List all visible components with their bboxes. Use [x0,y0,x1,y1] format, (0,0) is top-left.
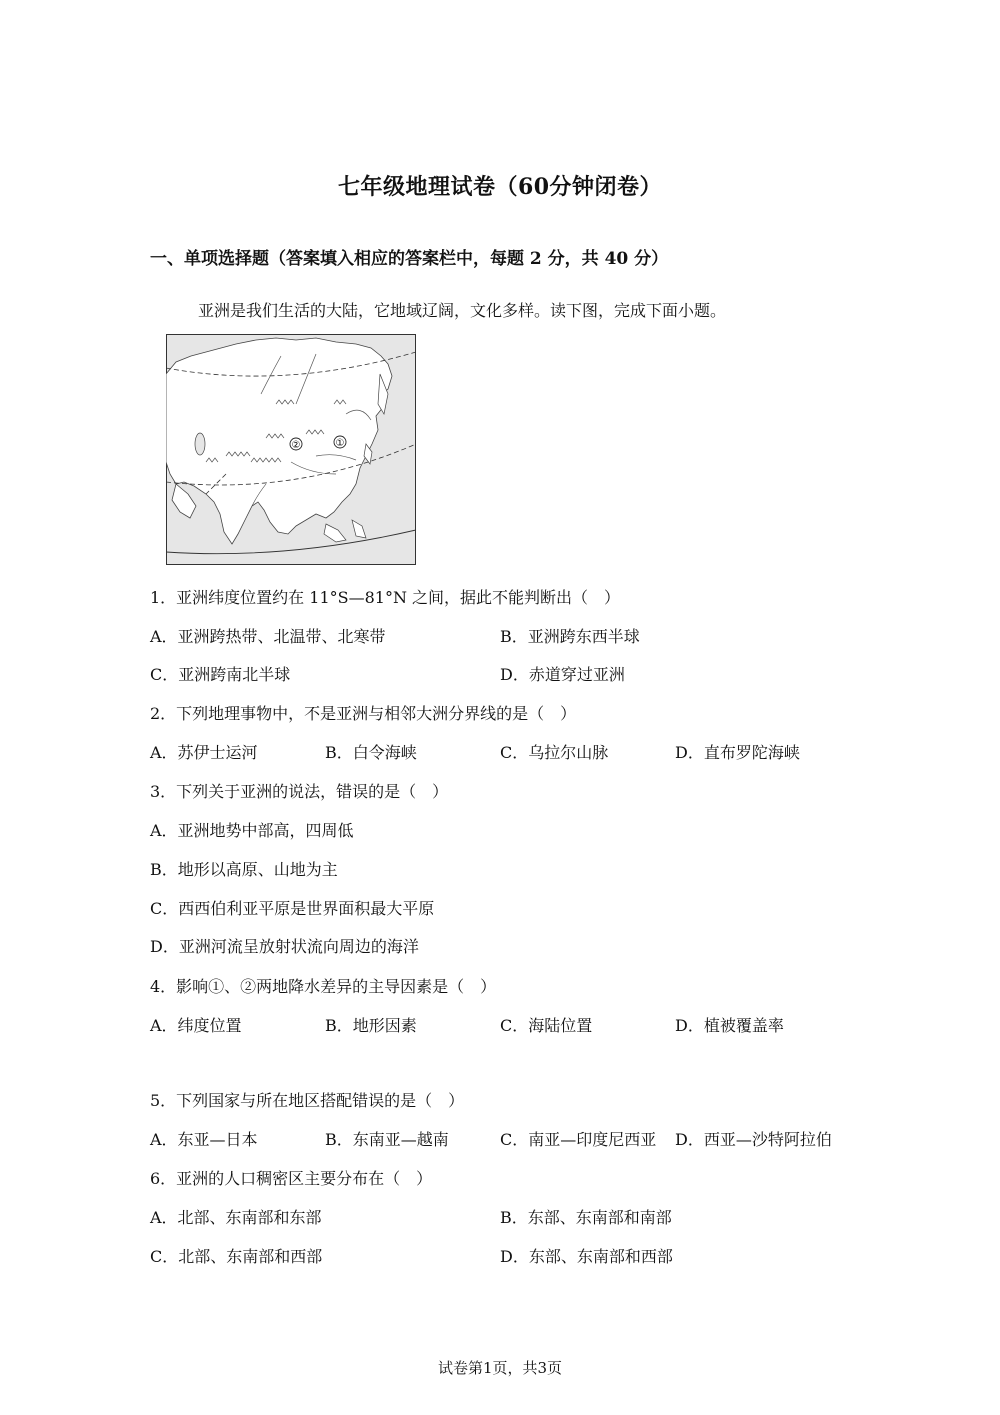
q6-option-d: D．东部、东南部和西部 [500,1247,673,1266]
q6-option-a: A．北部、东南部和东部 [150,1208,322,1227]
q1-option-b: B．亚洲跨东西半球 [500,627,640,646]
page-footer: 试卷第1页，共3页 [437,1359,563,1377]
marker-2-label: ② [291,440,301,451]
q4-option-b: B．地形因素 [325,1016,417,1035]
q1-option-d: D．赤道穿过亚洲 [500,665,625,684]
q4-option-a: A．纬度位置 [150,1016,242,1035]
question-6-stem: 6．亚洲的人口稠密区主要分布在（ ） [150,1169,433,1188]
question-1-stem: 1．亚洲纬度位置约在 11°S—81°N 之间，据此不能判断出（ ） [150,588,621,607]
asia-map [166,334,416,565]
marker-1-label: ① [335,438,345,449]
q3-option-b: B．地形以高原、山地为主 [150,860,338,879]
q5-option-d: D．西亚—沙特阿拉伯 [675,1130,832,1149]
q6-option-b: B．东部、东南部和南部 [500,1208,672,1227]
q3-option-a: A．亚洲地势中部高，四周低 [150,821,354,840]
q4-option-d: D．植被覆盖率 [675,1016,784,1035]
question-5-stem: 5．下列国家与所在地区搭配错误的是（ ） [150,1091,465,1110]
q1-option-c: C．亚洲跨南北半球 [150,665,291,684]
q2-option-a: A．苏伊士运河 [150,743,258,762]
marker-1-point [334,436,346,449]
question-3-stem: 3．下列关于亚洲的说法，错误的是（ ） [150,782,449,801]
q4-option-c: C．海陆位置 [500,1016,593,1035]
q3-option-c: C．西西伯利亚平原是世界面积最大平原 [150,899,435,918]
marker-2-point [290,438,302,451]
q2-option-d: D．直布罗陀海峡 [675,743,800,762]
q3-option-d: D．亚洲河流呈放射状流向周边的海洋 [150,937,419,956]
question-4-stem: 4．影响①、②两地降水差异的主导因素是（ ） [150,977,497,996]
q5-option-b: B．东南亚—越南 [325,1130,449,1149]
q2-option-b: B．白令海峡 [325,743,417,762]
q5-option-a: A．东亚—日本 [150,1130,258,1149]
q5-option-c: C．南亚—印度尼西亚 [500,1130,657,1149]
q2-option-c: C．乌拉尔山脉 [500,743,609,762]
q6-option-c: C．北部、东南部和西部 [150,1247,323,1266]
page-title: 七年级地理试卷（60分钟闭卷） [337,174,663,200]
section-heading: 一、单项选择题（答案填入相应的答案栏中，每题 2 分，共 40 分） [150,249,669,269]
q1-option-a: A．亚洲跨热带、北温带、北寒带 [150,627,386,646]
intro-text: 亚洲是我们生活的大陆，它地域辽阔，文化多样。读下图，完成下面小题。 [198,301,727,320]
question-2-stem: 2．下列地理事物中，不是亚洲与相邻大洲分界线的是（ ） [150,704,577,723]
